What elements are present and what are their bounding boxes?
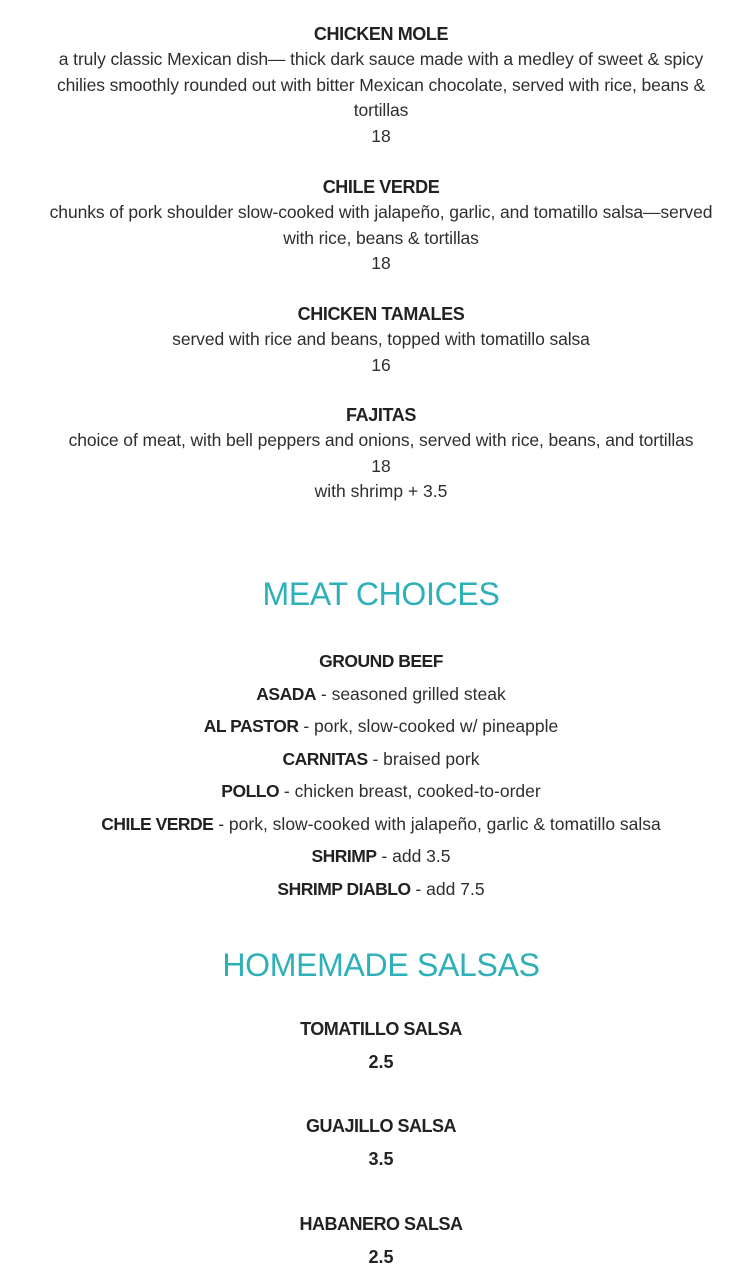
- dish-price: 16: [371, 354, 391, 375]
- meat-item: [0, 840, 750, 873]
- meat-item: [0, 710, 750, 743]
- meat-item: [0, 678, 750, 711]
- meat-detail: - chicken breast, cooked-to-order: [279, 781, 541, 801]
- dish-price: 18: [371, 125, 391, 146]
- salsa-name: HABANERO SALSA: [299, 1214, 463, 1234]
- dish-name: CHICKEN MOLE: [313, 24, 449, 44]
- salsa-price: 3.5: [368, 1149, 394, 1169]
- dish-price: 18: [371, 455, 391, 476]
- meat-name: ASADA: [256, 683, 317, 704]
- meat-detail: - pork, slow-cooked w/ pineapple: [298, 716, 559, 736]
- salsa-name: GUAJILLO SALSA: [305, 1116, 456, 1136]
- salsa-guajillo: [0, 1112, 750, 1178]
- dish-chile-verde: [0, 175, 750, 277]
- dish-extra: with shrimp + 3.5: [314, 481, 448, 501]
- dish-chicken-mole: [0, 22, 750, 149]
- meat-detail: - braised pork: [367, 748, 480, 769]
- salsa-price: 2.5: [368, 1247, 394, 1267]
- meat-name: CARNITAS: [282, 748, 368, 769]
- dish-chicken-tamales: [0, 302, 750, 378]
- dish-price: 18: [371, 253, 391, 273]
- homemade-salsas-title: HOMEMADE SALSAS: [222, 947, 540, 983]
- meat-item: [0, 743, 750, 776]
- dish-name: CHICKEN TAMALES: [297, 304, 465, 324]
- meat-item: [0, 873, 750, 906]
- meat-name: AL PASTOR: [203, 716, 299, 736]
- dish-description: served with rice and beans, topped with tomatillo salsa: [172, 329, 590, 349]
- dish-description: chunks of pork shoulder slow-cooked with jalapeño, garlic, and tomatillo salsa—served with rice, beans & tortillas: [49, 202, 713, 248]
- dish-description: choice of meat, with bell peppers and onions, served with rice, beans, and tortillas: [68, 430, 694, 450]
- salsa-name: TOMATILLO SALSA: [300, 1019, 462, 1039]
- meat-detail: - pork, slow-cooked with jalapeño, garlic & tomatillo salsa: [213, 813, 661, 834]
- dish-name: CHILE VERDE: [322, 177, 440, 197]
- meat-detail: - add 7.5: [410, 878, 485, 899]
- dish-fajitas: [0, 403, 750, 505]
- meat-detail: - add 3.5: [376, 846, 451, 866]
- salsa-tomatillo: [0, 1015, 750, 1081]
- meat-name: POLLO: [221, 781, 280, 801]
- meat-name: SHRIMP DIABLO: [277, 878, 411, 899]
- meat-name: GROUND BEEF: [319, 651, 443, 671]
- salsa-habanero: [0, 1210, 750, 1276]
- meat-item: [0, 775, 750, 808]
- salsa-price: 2.5: [368, 1052, 394, 1072]
- meat-name: SHRIMP: [311, 846, 377, 866]
- meat-item: [0, 808, 750, 841]
- meat-item: [0, 645, 750, 678]
- dish-name: FAJITAS: [346, 405, 416, 425]
- meat-choices-title: MEAT CHOICES: [262, 576, 500, 612]
- dish-description: a truly classic Mexican dish— thick dark sauce made with a medley of sweet & spicy chilies smoothly rounded out with bitter Mexican chocolate, served with rice, beans & tortillas: [56, 49, 706, 120]
- meat-detail: - seasoned grilled steak: [316, 683, 506, 704]
- meat-choices-list: [0, 645, 750, 905]
- meat-name: CHILE VERDE: [101, 813, 214, 834]
